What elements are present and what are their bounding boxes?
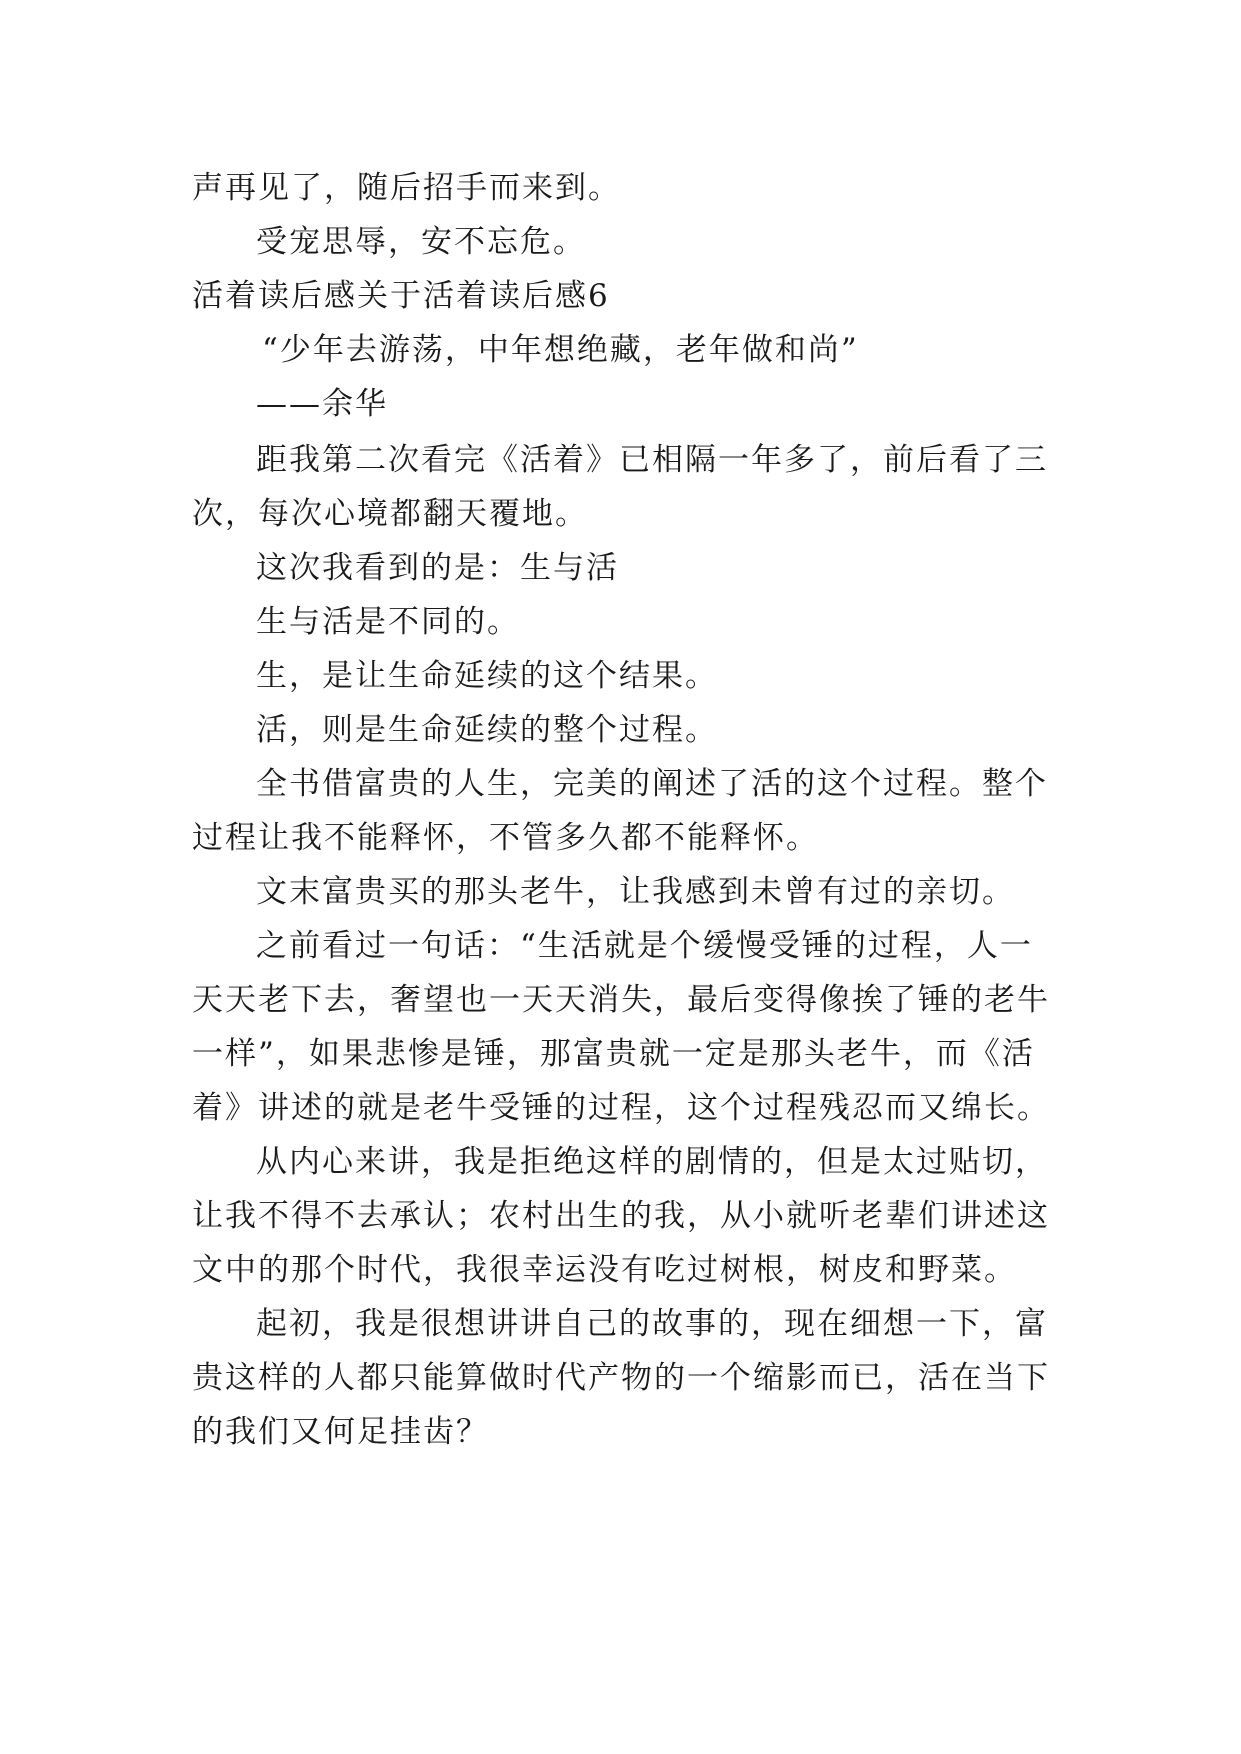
text-line: 受宠思辱，安不忘危。: [256, 224, 586, 260]
text-line: 一样”，如果悲惨是锤，那富贵就一定是那头老牛，而《活: [192, 1036, 1035, 1072]
text-line: 活，则是生命延续的整个过程。: [256, 712, 718, 748]
text-line: 贵这样的人都只能算做时代产物的一个缩影而已，活在当下: [192, 1360, 1050, 1396]
text-line: 让我不得不去承认；农村出生的我，从小就听老辈们讲述这: [192, 1198, 1050, 1234]
text-line: 着》讲述的就是老牛受锤的过程，这个过程残忍而又绵长。: [192, 1090, 1050, 1126]
text-line: 的我们又何足挂齿？: [192, 1414, 489, 1450]
text-line: 从内心来讲，我是拒绝这样的剧情的，但是太过贴切，: [256, 1144, 1048, 1180]
text-line: 天天老下去，奢望也一天天消失，最后变得像挨了锤的老牛: [192, 982, 1050, 1018]
text-line: 生，是让生命延续的这个结果。: [256, 658, 718, 694]
section-heading: 活着读后感关于活着读后感6: [192, 278, 610, 314]
text-line: 文末富贵买的那头老牛，让我感到未曾有过的亲切。: [256, 874, 1015, 910]
epigraph-quote: “少年去游荡，中年想绝藏，老年做和尚”: [262, 332, 859, 368]
text-line: 距我第二次看完《活着》已相隔一年多了，前后看了三: [256, 442, 1048, 478]
epigraph-author: ——余华: [256, 386, 388, 422]
text-line: 之前看过一句话：“生活就是个缓慢受锤的过程，人一: [256, 928, 1033, 964]
text-line: 过程让我不能释怀，不管多久都不能释怀。: [192, 820, 819, 856]
text-line: 全书借富贵的人生，完美的阐述了活的这个过程。整个: [256, 766, 1048, 802]
text-line: 生与活是不同的。: [256, 604, 520, 640]
text-line: 起初，我是很想讲讲自己的故事的，现在细想一下，富: [256, 1306, 1048, 1342]
text-line: 声再见了，随后招手而来到。: [192, 170, 621, 206]
text-line: 文中的那个时代，我很幸运没有吃过树根，树皮和野菜。: [192, 1252, 1017, 1288]
text-line: 次，每次心境都翻天覆地。: [192, 496, 588, 532]
text-line: 这次我看到的是：生与活: [256, 550, 619, 586]
